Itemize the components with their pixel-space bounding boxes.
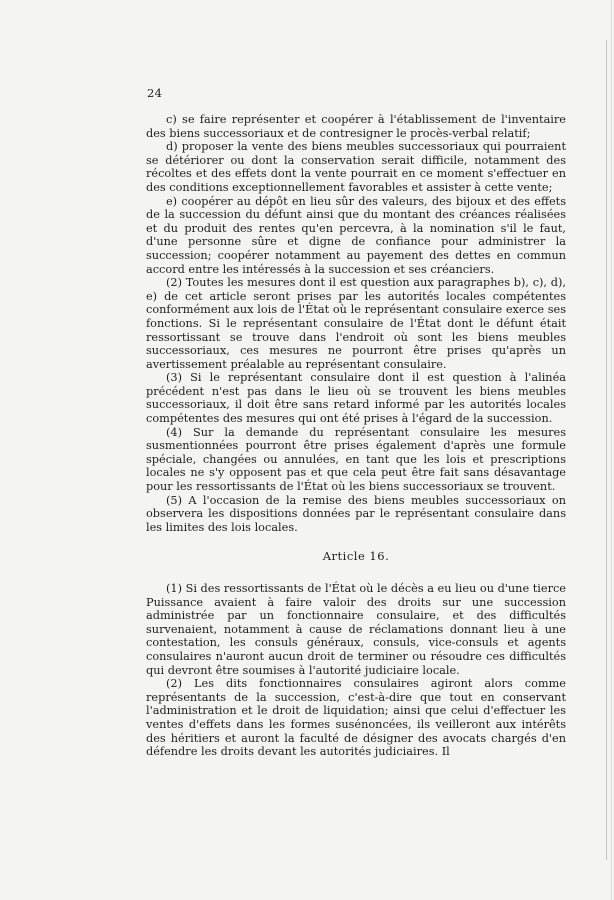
paragraph-3: (3) Si le représentant consulaire dont il est question à l'alinéa précédent n'est pas dans le lieu où se trouvent les biens meubles successoriaux, il doit être sans retard informé par les autorités locales compétentes des mesures qui ont été prises à l'égard de la succession. [146,371,566,426]
body-text [146,113,566,759]
paragraph-2: (2) Toutes les mesures dont il est question aux paragraphes b), c), d), e) de cet article seront prises par les autorités locales compétentes conformément aux lois de l'État où le représentant consulaire exerce ses fonctions. Si le représentant consulaire de l'État dont le défunt était ressortissant se trouve dans l'endroit où sont les biens meubles successoriaux, ces mesures ne pourront être prises qu'après un avertissement préalable au représentant consulaire. [146,276,566,371]
article16-paragraph-2: (2) Les dits fonctionnaires consulaires agiront alors comme représentants de la succession, c'est-à-dire que tout en conservant l'administration et le droit de liquidation; ainsi que celui d'effectuer les ventes d'effets dans les formes susénoncées, ils veilleront aux intérêts des héritiers et auront la faculté de désigner des avocats chargés d'en défendre les droits devant les autorités judiciaires. Il [146,677,566,759]
paragraph-e: e) coopérer au dépôt en lieu sûr des valeurs, des bijoux et des effets de la succession du défunt ainsi que du montant des créances réalisées et du produit des rentes qu'en percevra, à la nomination s'il le faut, d'une personne sûre et digne de confiance pour administrer la succession; coopérer notamment au payement des dettes en commun accord entre les intéressés à la succession et ses créanciers. [146,194,566,276]
page-number: 24 [147,86,163,100]
article16-paragraph-1: (1) Si des ressortissants de l'État où le décès a eu lieu ou d'une tierce Puissance avaient à faire valoir des droits sur une succession administrée par un fonctionnaire consulaire, et des difficultés survenaient, notamment à cause de réclamations donnant lieu à une contestation, les consuls généraux, consuls, vice-consuls et agents consulaires n'auront aucun droit de terminer ou résoudre ces difficultés qui devront être soumises à l'autorité judiciaire locale. [146,582,566,677]
paragraph-c: c) se faire représenter et coopérer à l'établissement de l'inventaire des biens successoriaux et de contresigner le procès-verbal relatif; [146,113,566,140]
paragraph-d: d) proposer la vente des biens meubles successoriaux qui pourraient se détériorer ou dont la conservation serait difficile, notamment des récoltes et des effets dont la vente pourrait en ce moment s'effectuer en des conditions exceptionnellement favorables et assister à cette vente; [146,140,566,194]
paragraph-5: (5) A l'occasion de la remise des biens meubles successoriaux on observera les dispositions données par le représentant consulaire dans les limites des lois locales. [146,493,566,534]
scan-edge-line-outer [611,0,612,900]
paragraph-4: (4) Sur la demande du représentant consulaire les mesures susmentionnées pourront être prises également d'après une formule spéciale, changées ou annulées, en tant que les lois et prescriptions locales ne s'y opposent pas et que cela peut être fait sans désavantage pour les ressortissants de l'État où les biens successoriaux se trouvent. [146,425,566,494]
article-heading: Article 16. [322,549,390,564]
scan-edge-line [606,40,607,860]
